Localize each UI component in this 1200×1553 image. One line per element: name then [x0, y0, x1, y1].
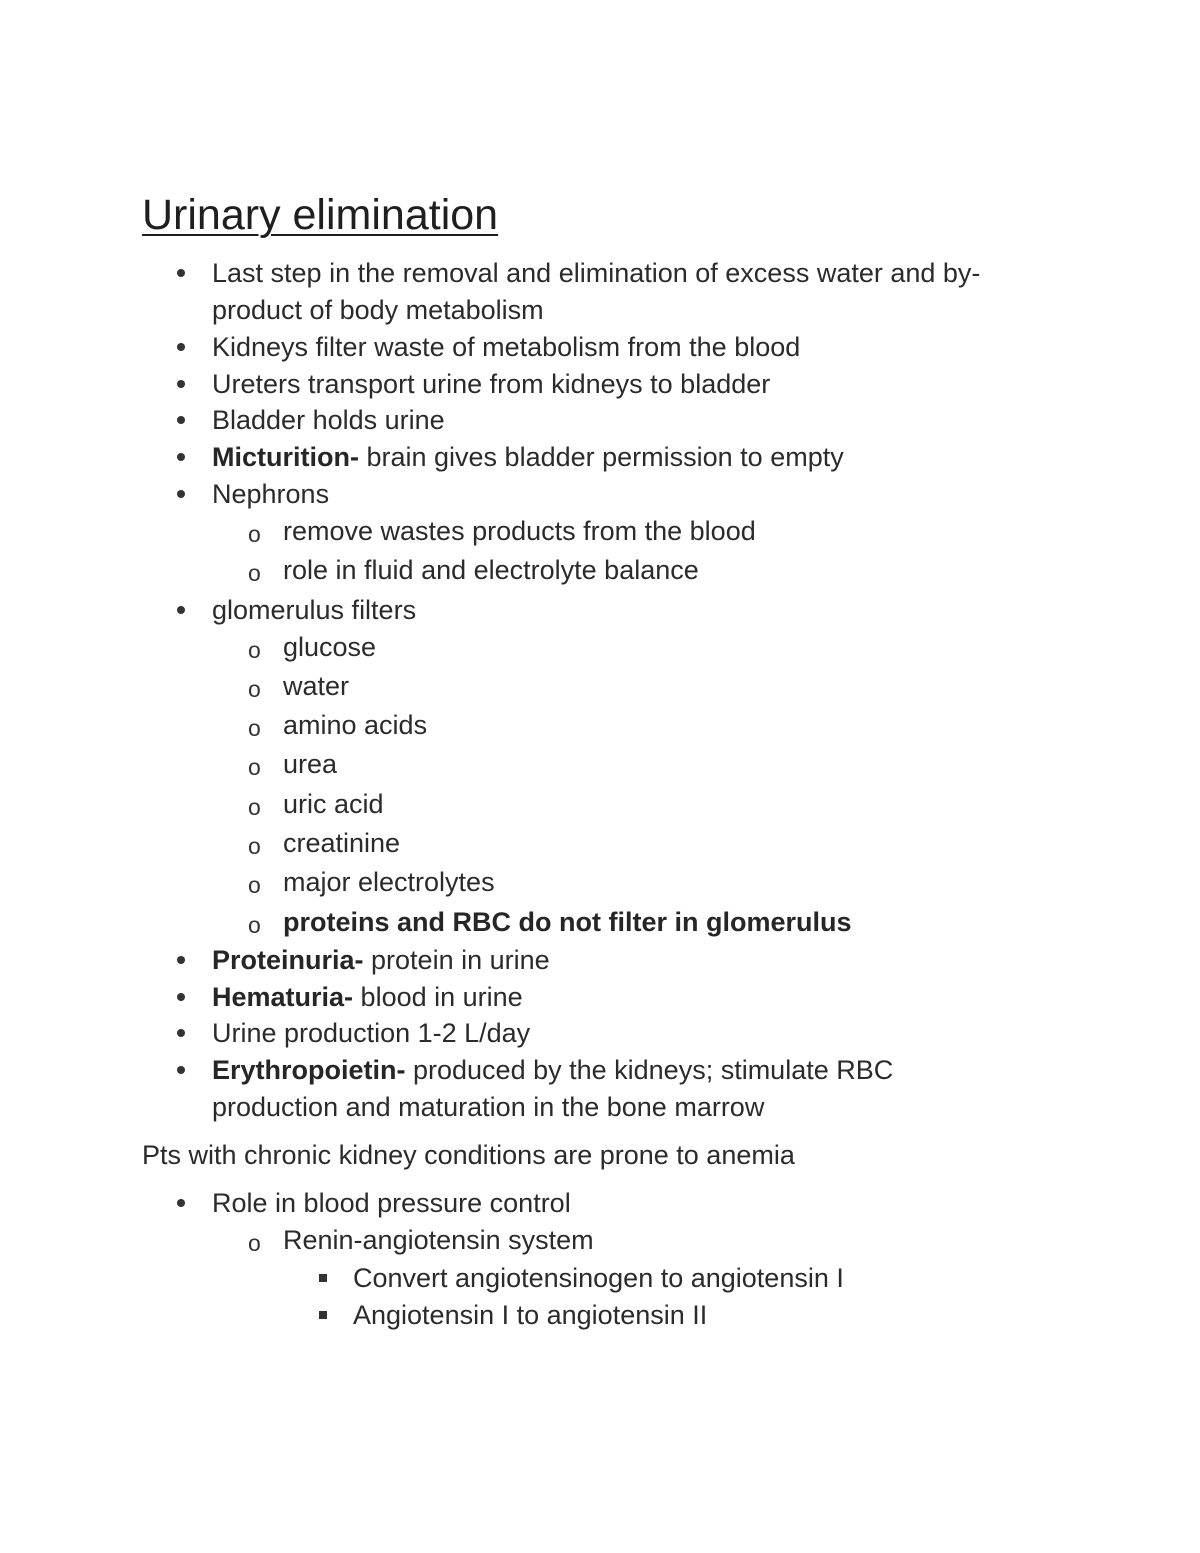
bullet-icon [177, 1066, 185, 1074]
bullet-icon [177, 453, 185, 461]
emphasis-text: proteins and RBC do not filter in glomerulus [283, 907, 852, 937]
list-item: Last step in the removal and elimination of excess water and by- [212, 258, 981, 288]
sub-sub-list-item: Angiotensin I to angiotensin II [353, 1300, 708, 1330]
sub-list-item: major electrolytes [283, 867, 495, 897]
body-paragraph: Pts with chronic kidney conditions are prone to anemia [142, 1140, 795, 1170]
bullet-icon [177, 490, 185, 498]
circle-bullet-icon: o [248, 872, 261, 898]
term-erythropoietin: Erythropoietin- [212, 1055, 406, 1085]
circle-bullet-icon: o [248, 912, 261, 938]
circle-bullet-icon: o [248, 1230, 261, 1256]
sub-list-item: role in fluid and electrolyte balance [283, 555, 699, 585]
list-item [212, 980, 523, 1014]
sub-list-item: uric acid [283, 789, 384, 819]
list-item: glomerulus filters [212, 595, 417, 625]
definition-text: brain gives bladder permission to empty [358, 442, 844, 472]
list-item [212, 943, 550, 977]
circle-bullet-icon: o [248, 676, 261, 702]
bullet-icon [177, 606, 185, 614]
bullet-icon [177, 956, 185, 964]
list-item [212, 440, 844, 474]
list-item-continuation: product of body metabolism [212, 295, 544, 325]
list-item: Bladder holds urine [212, 405, 445, 435]
term-proteinuria: Proteinuria- [212, 945, 364, 975]
definition-text: blood in urine [353, 982, 523, 1012]
term-hematuria: Hematuria- [212, 982, 354, 1012]
bullet-icon [177, 343, 185, 351]
definition-text: protein in urine [363, 945, 550, 975]
square-bullet-icon [319, 1311, 327, 1319]
bullet-icon [177, 1029, 185, 1037]
list-item-continuation: production and maturation in the bone marrow [212, 1092, 765, 1122]
sub-list-item: Renin-angiotensin system [283, 1225, 594, 1255]
bullet-icon [177, 416, 185, 424]
bullet-icon [177, 380, 185, 388]
sub-list-item-emphasis [283, 905, 852, 939]
circle-bullet-icon: o [248, 833, 261, 859]
list-item: Kidneys filter waste of metabolism from the blood [212, 332, 801, 362]
circle-bullet-icon: o [248, 715, 261, 741]
sub-list-item: amino acids [283, 710, 428, 740]
list-item: Urine production 1-2 L/day [212, 1018, 531, 1048]
bullet-icon [177, 269, 185, 277]
circle-bullet-icon: o [248, 560, 261, 586]
list-item [212, 1053, 893, 1087]
sub-list-item: remove wastes products from the blood [283, 516, 756, 546]
sub-list-item: creatinine [283, 828, 401, 858]
list-item: Nephrons [212, 479, 330, 509]
sub-list-item: glucose [283, 632, 377, 662]
circle-bullet-icon: o [248, 637, 261, 663]
list-item: Ureters transport urine from kidneys to bladder [212, 369, 771, 399]
list-item: Role in blood pressure control [212, 1188, 571, 1218]
circle-bullet-icon: o [248, 754, 261, 780]
sub-list-item: water [283, 671, 350, 701]
circle-bullet-icon: o [248, 794, 261, 820]
bullet-icon [177, 1199, 185, 1207]
circle-bullet-icon: o [248, 521, 261, 547]
sub-sub-list-item: Convert angiotensinogen to angiotensin I [353, 1263, 844, 1293]
sub-list-item: urea [283, 749, 338, 779]
square-bullet-icon [319, 1274, 327, 1282]
bullet-icon [177, 993, 185, 1001]
definition-text: produced by the kidneys; stimulate RBC [405, 1055, 894, 1085]
term-micturition: Micturition- [212, 442, 359, 472]
page-title: Urinary elimination [142, 191, 499, 239]
